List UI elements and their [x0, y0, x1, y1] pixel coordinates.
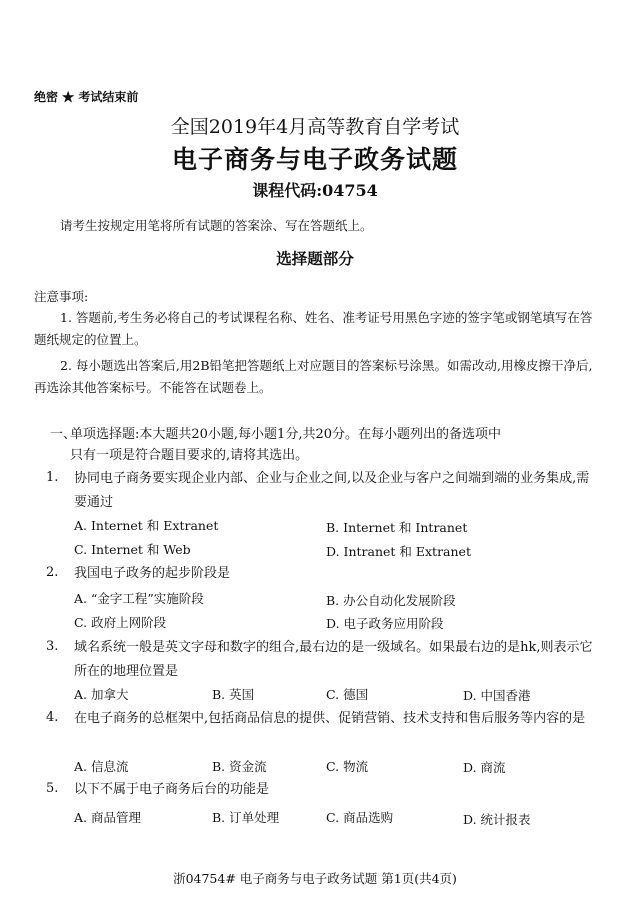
- question-option: B. 资金流: [212, 759, 267, 774]
- question-option: C. 德国: [326, 687, 369, 702]
- question-option: B. 英国: [212, 687, 255, 702]
- question-option: C. 物流: [326, 759, 369, 774]
- question-option: D. Intranet 和 Extranet: [326, 544, 471, 559]
- notes-heading: 注意事项:: [34, 289, 89, 304]
- question-option: A. 信息流: [74, 759, 129, 774]
- page-footer: 浙04754# 电子商务与电子政务试题 第1页(共4页): [173, 871, 457, 886]
- question-option: A. Internet 和 Extranet: [74, 518, 219, 533]
- note-item: 2. 每小题选出答案后,用2B铅笔把答题纸上对应题目的答案标号涂黑。如需改动,用橡皮擦干净后,再选涂其他答案标号。不能答在试题卷上。: [34, 358, 593, 395]
- paper-title: 电子商务与电子政务试题: [171, 145, 458, 174]
- answer-instruction: 请考生按规定用笔将所有试题的答案涂、写在答题纸上。: [60, 218, 373, 233]
- part-one-index: 一、: [50, 427, 77, 442]
- question-option: C. 商品选购: [326, 810, 394, 825]
- question-text: 协同电子商务要实现企业内部、企业与企业之间,以及企业与客户之间端到端的业务集成,需要通过: [74, 471, 590, 510]
- question-option: B. Internet 和 Intranet: [326, 520, 468, 535]
- question-text: 以下不属于电子商务后台的功能是: [74, 782, 270, 797]
- question-option: A. “金字工程”实施阶段: [74, 591, 204, 606]
- question-option: C. Internet 和 Web: [74, 542, 191, 557]
- question-text: 域名系统一般是英文字母和数字的组合,最右边的是一级域名。如果最右边的是hk,则表示它所在的地理位置是: [74, 640, 593, 679]
- question-option: D. 中国香港: [463, 688, 531, 703]
- question-option: D. 商流: [463, 760, 506, 775]
- part-one-line1: 单项选择题:本大题共20小题,每小题1分,共20分。在每小题列出的备选项中: [70, 427, 501, 442]
- part-one-line2: 只有一项是符合题目要求的,请将其选出。: [70, 448, 309, 463]
- note-item: 1. 答题前,考生务必将自己的考试课程名称、姓名、准考证号用黑色字迹的签字笔或钢笔填写在答题纸规定的位置上。: [34, 310, 593, 347]
- question-option: D. 电子政务应用阶段: [326, 616, 444, 631]
- confidential-label: 绝密 ★ 考试结束前: [34, 90, 139, 104]
- question-number: 1.: [46, 470, 59, 485]
- question-option: B. 订单处理: [212, 810, 280, 825]
- question-number: 5.: [46, 781, 59, 796]
- question-option: D. 统计报表: [463, 812, 531, 827]
- question-number: 3.: [46, 639, 59, 654]
- question-option: B. 办公自动化发展阶段: [326, 593, 456, 608]
- question-option: A. 加拿大: [74, 687, 129, 702]
- question-text: 在电子商务的总框架中,包括商品信息的提供、促销营销、技术支持和售后服务等内容的是: [74, 711, 586, 726]
- question-option: A. 商品管理: [74, 810, 141, 825]
- question-number: 2.: [46, 565, 59, 580]
- question-text: 我国电子政务的起步阶段是: [74, 566, 231, 581]
- course-code: 课程代码:04754: [252, 181, 378, 200]
- part-one-heading: [50, 424, 590, 466]
- question-number: 4.: [46, 710, 59, 725]
- question-option: C. 政府上网阶段: [74, 615, 167, 630]
- section-title: 选择题部分: [276, 249, 354, 268]
- exam-title: 全国2019年4月高等教育自学考试: [170, 116, 460, 138]
